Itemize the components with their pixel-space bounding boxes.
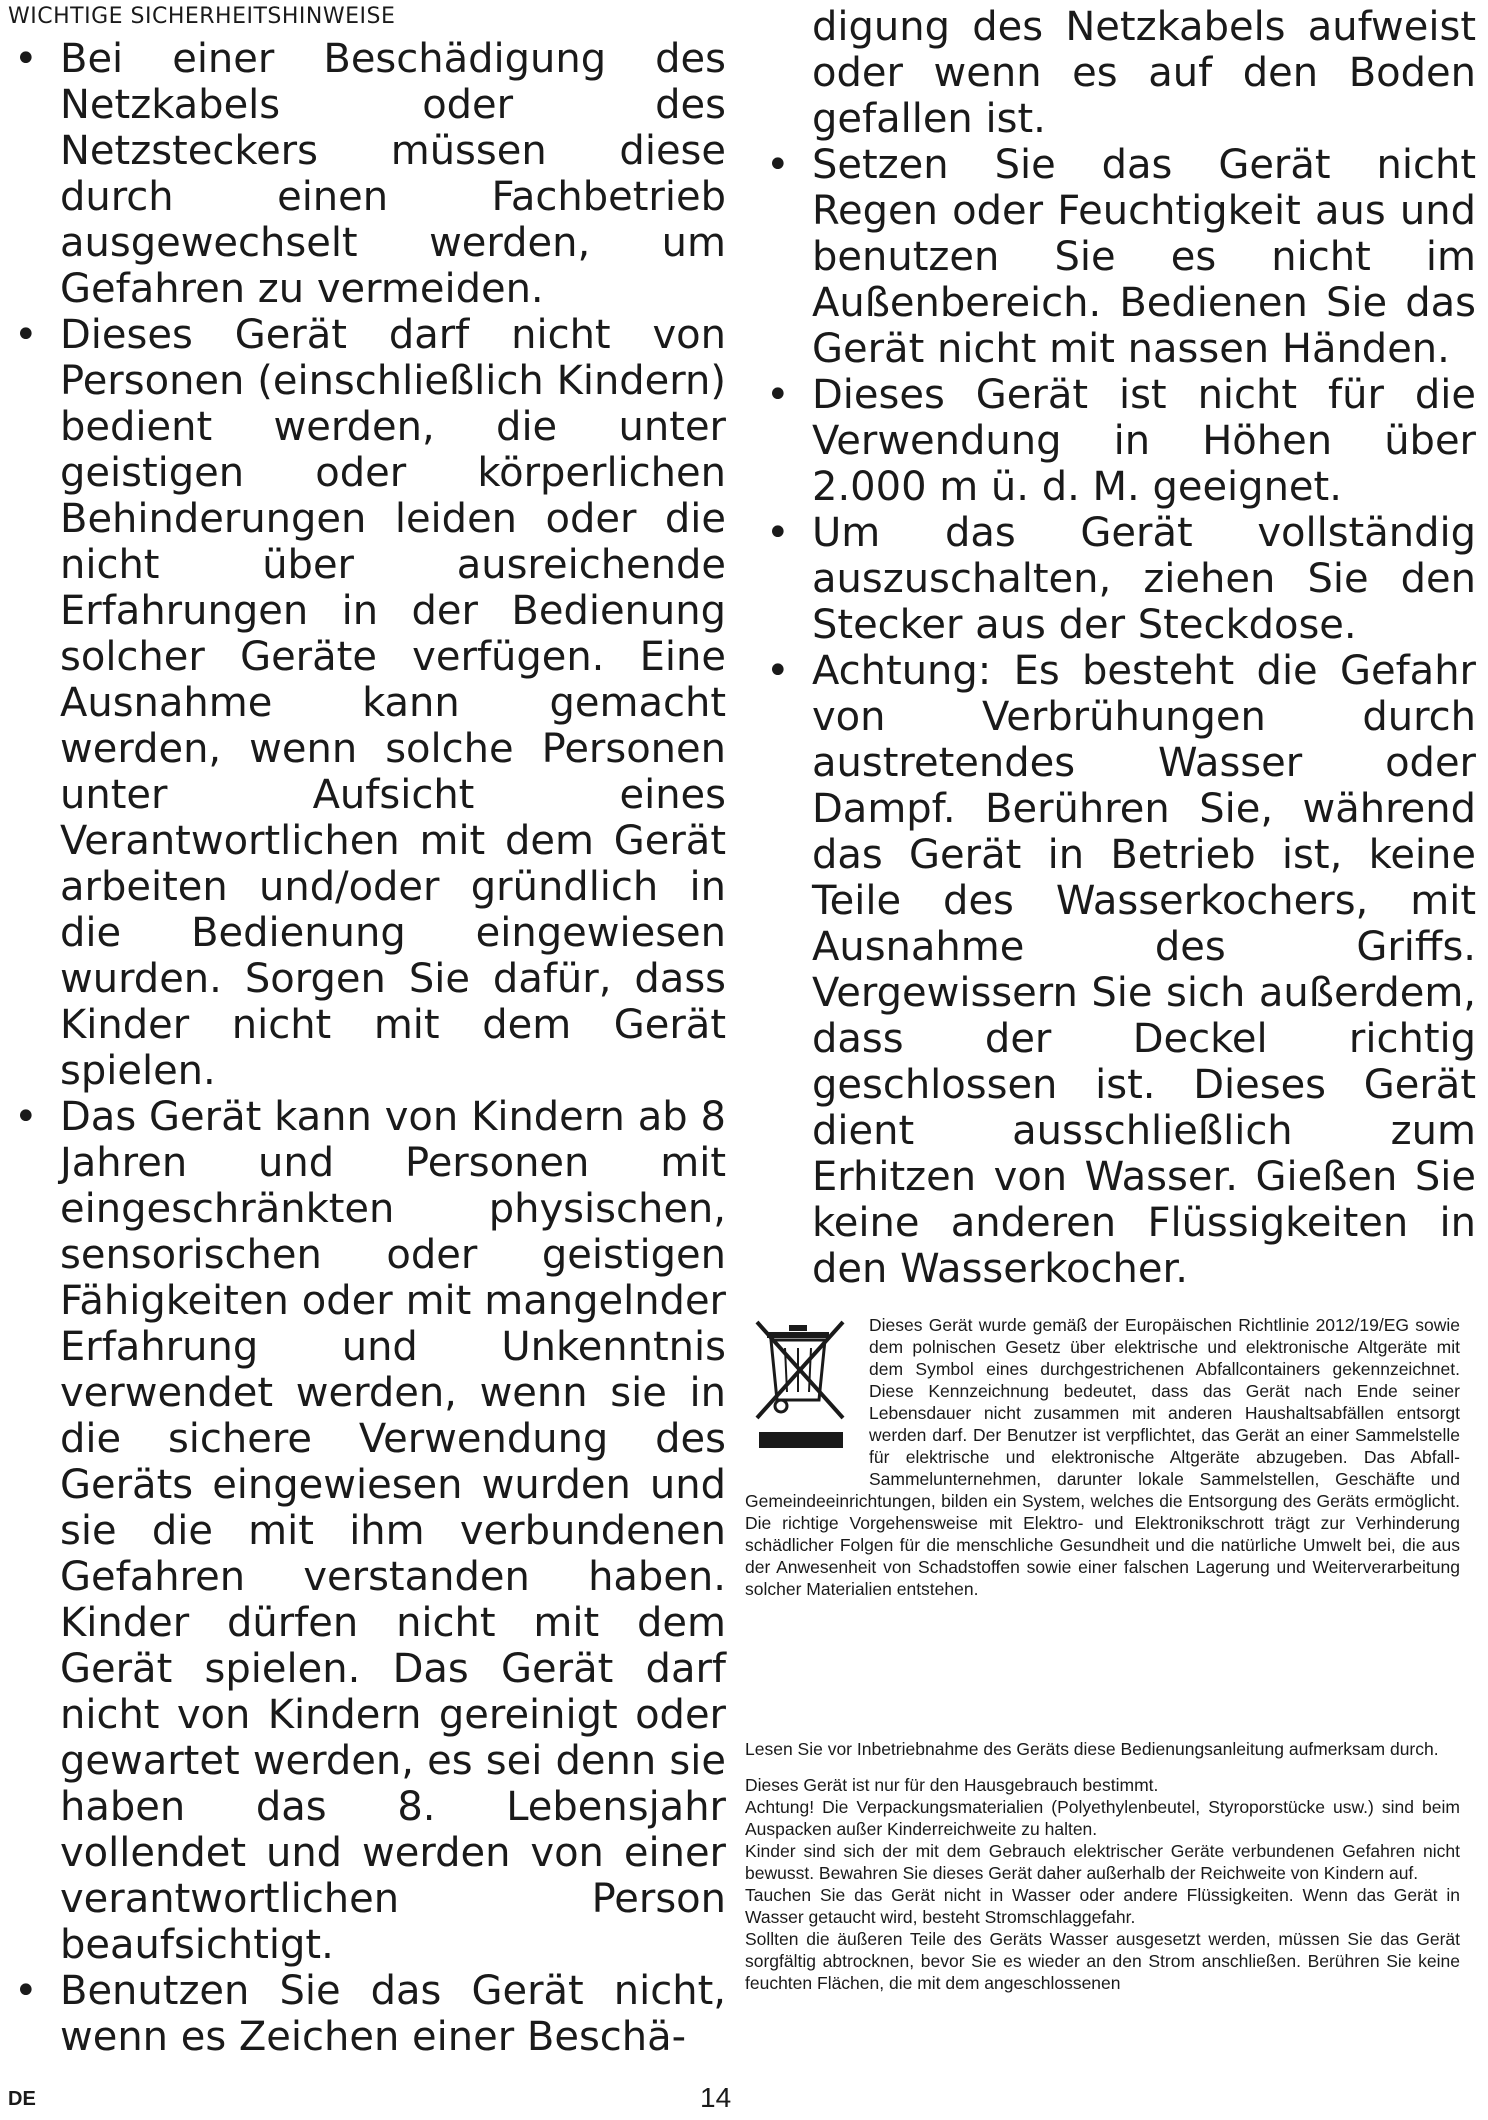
bullet-item-power-cord-damage <box>8 36 726 312</box>
bullet-text: Benutzen Sie das Gerät nicht, wenn es Zeichen einer Beschä- <box>60 1968 726 2060</box>
bullet-item-do-not-use-damaged <box>8 1968 726 2060</box>
bullet-dot: • <box>766 142 790 188</box>
page-number: 14 <box>700 2082 732 2113</box>
bullet-item-children-age-8 <box>8 1094 726 1968</box>
section-title: WICHTIGE SICHERHEITSHINWEISE <box>8 4 396 29</box>
bullet-text: Das Gerät kann von Kindern ab 8 Jahren und Personen mit eingeschränkten physischen, sensorischen oder geistigen Fähigkeiten oder mit mangelnder Erfahrung und Unkenntnis verwendet werden, wenn sie in die sichere Verwendung des Geräts eingewiesen wurden und sie die mit ihm verbundenen Gefahren verstanden haben. Kinder dürfen nicht mit dem Gerät spielen. Das Gerät darf nicht von Kindern gereinigt oder gewartet werden, es sei denn sie haben das 8. Lebensjahr vollendet und werden von einer verantwortlichen Person beaufsichtigt. <box>60 1094 726 1968</box>
bullet-dot: • <box>14 1968 38 2014</box>
bullet-text: Achtung: Es besteht die Gefahr von Verbrühungen durch austretendes Wasser oder Dampf. Berühren Sie, während das Gerät in Betrieb ist, keine Teile des Wasserkochers, mit Ausnahme des Griffs. Vergewissern Sie sich außerdem, dass der Deckel richtig geschlossen ist. Dieses Gerät dient ausschließlich zum Erhitzen von Wasser. Gießen Sie keine anderen Flüssigkeiten in den Wasserkocher. <box>812 648 1476 1292</box>
bullet-dot: • <box>14 312 38 358</box>
note-dry-before-reconnect: Sollten die äußeren Teile des Geräts Wasser ausgesetzt werden, müssen Sie das Gerät sorgfältig abtrocknen, bevor Sie es wieder an den Strom anschließen. Berühren Sie keine feuchten Flächen, die mit dem angeschlossenen <box>745 1929 1460 1993</box>
note-household-use: Dieses Gerät ist nur für den Hausgebrauch bestimmt. <box>745 1775 1159 1795</box>
note-read-manual: Lesen Sie vor Inbetriebnahme des Geräts diese Bedienungsanleitung aufmerksam durch. <box>745 1739 1439 1759</box>
bullet-dot: • <box>766 648 790 694</box>
weee-disposal-notice <box>745 1314 1460 1724</box>
bullet-item-scald-warning <box>760 648 1476 1292</box>
bullet-text: Dieses Gerät darf nicht von Personen (einschließlich Kindern) bedient werden, die unter geistigen oder körperlichen Behinderungen leiden oder die nicht über ausreichende Erfahrungen in der Bedienung solcher Geräte verfügen. Eine Ausnahme kann gemacht werden, wenn solche Personen unter Aufsicht eines Verantwortlichen mit dem Gerät arbeiten und/oder gründlich in die Bedienung eingewiesen wurden. Sorgen Sie dafür, dass Kinder nicht mit dem Gerät spielen. <box>60 312 726 1094</box>
bullet-dot: • <box>766 372 790 418</box>
left-column <box>8 36 726 2066</box>
general-notes <box>745 1738 1460 2088</box>
bullet-item-altitude <box>760 372 1476 510</box>
bullet-continuation: digung des Netzkabels aufweist oder wenn es auf den Boden gefallen ist. <box>812 4 1476 142</box>
bullet-dot: • <box>14 36 38 82</box>
note-children-awareness: Kinder sind sich der mit dem Gebrauch elektrischer Geräte verbundenen Gefahren nicht bewusst. Bewahren Sie dieses Gerät daher außerhalb der Reichweite von Kindern auf. <box>745 1841 1460 1883</box>
bullet-text: Um das Gerät vollständig auszuschalten, ziehen Sie den Stecker aus der Steckdose. <box>812 510 1476 648</box>
weee-notice-text: Dieses Gerät wurde gemäß der Europäischen Richtlinie 2012/19/EG sowie dem polnischen Gesetz über elektrische und elektronische Altgeräte mit dem Symbol eines durchgestrichenen Abfallcontainers gekennzeichnet. Diese Kennzeichnung bedeutet, dass das Gerät nach Ende seiner Lebensdauer nicht zusammen mit anderen Haushaltsabfällen entsorgt werden darf. Der Benutzer ist verpflichtet, das Gerät an einer Sammelstelle für elektrische und elektronische Altgeräte abzugeben. Das Abfall-Sammelunternehmen, darunter lokale Sammelstellen, Geschäfte und Gemeindeeinrichtungen, bilden ein System, welches die Entsorgung des Geräts ermöglicht. Die richtige Vorgehensweise mit Elektro- und Elektronikschrott trägt zur Verhinderung schädlicher Folgen für die menschliche Gesundheit und die natürliche Umwelt bei, die aus der Anwesenheit von Schadstoffen sowie einer falschen Lagerung und Weiterverarbeitung solcher Materialien entstehen. <box>745 1315 1460 1599</box>
bullet-text: Setzen Sie das Gerät nicht Regen oder Feuchtigkeit aus und benutzen Sie es nicht im Außenbereich. Bedienen Sie das Gerät nicht mit nassen Händen. <box>812 142 1476 372</box>
bullet-text: Dieses Gerät ist nicht für die Verwendung in Höhen über 2.000 m ü. d. M. geeignet. <box>812 372 1476 510</box>
bullet-text: Bei einer Beschädigung des Netzkabels oder des Netzsteckers müssen diese durch einen Fachbetrieb ausgewechselt werden, um Gefahren zu vermeiden. <box>60 36 726 312</box>
bullet-dot: • <box>766 510 790 556</box>
bullet-dot: • <box>14 1094 38 1140</box>
bullet-item-restricted-persons <box>8 312 726 1094</box>
right-column <box>760 4 1476 1309</box>
note-no-immersion: Tauchen Sie das Gerät nicht in Wasser oder andere Flüssigkeiten. Wenn das Gerät in Wasser getaucht wird, besteht Stromschlaggefahr. <box>745 1885 1460 1927</box>
bullet-item-switch-off <box>760 510 1476 648</box>
crossed-out-wheelie-bin-icon <box>745 1314 857 1476</box>
bullet-item-rain-moisture <box>760 142 1476 372</box>
note-packaging: Achtung! Die Verpackungsmaterialien (Polyethylenbeutel, Styroporstücke usw.) sind beim Auspacken außer Kinderreichweite zu halten. <box>745 1797 1460 1839</box>
language-code: DE <box>8 2088 36 2110</box>
